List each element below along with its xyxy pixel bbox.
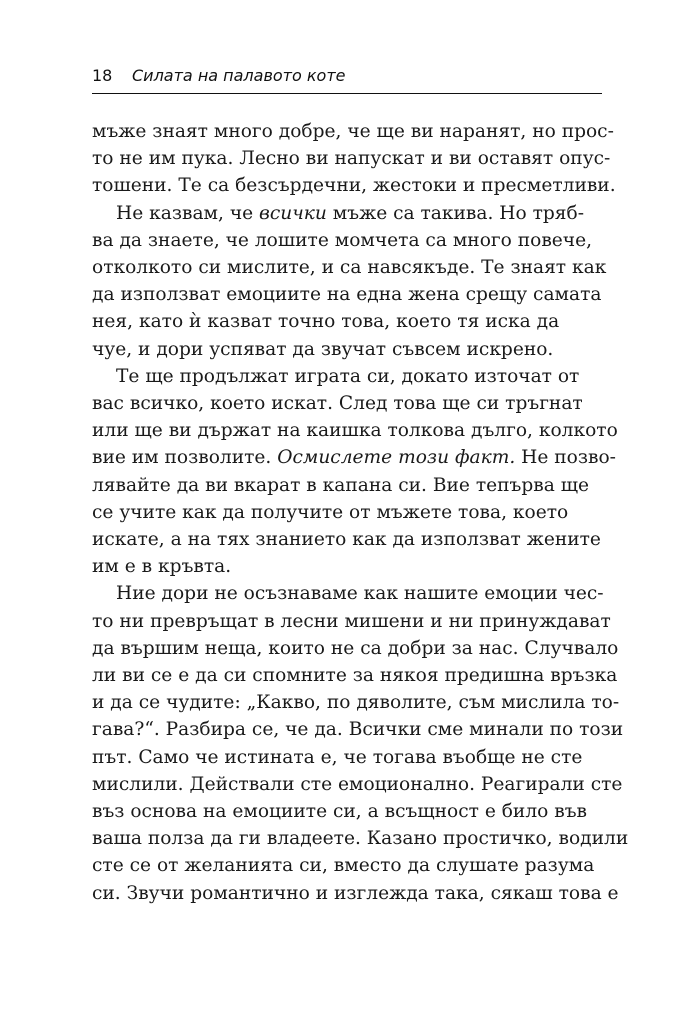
text-line: ва да знаете, че лошите момчета са много повече,: [92, 229, 593, 251]
text-line: Те ще продължат играта си, докато източат от: [116, 365, 580, 387]
text-line: мъже знаят много добре, че ще ви наранят, но прос-: [92, 121, 614, 142]
text-line: лявайте да ви вкарат в капана си. Вие тепърва ще: [92, 474, 589, 496]
text-line: отколкото си мислите, и са навсякъде. Те знаят как: [92, 257, 607, 279]
text-line: ваша полза да ги владеете. Казано простичко, водили: [92, 828, 629, 850]
text-line: чуе, и дори успяват да звучат съвсем искрено.: [92, 338, 554, 360]
paragraph: [92, 118, 616, 200]
text-line: път. Само че истината е, че тогава въобще не сте: [92, 746, 583, 768]
emphasis: всички: [259, 202, 327, 224]
text-line: искате, а на тях знанието как да използват жените: [92, 529, 601, 551]
text-line: вие им позволите. Осмислете този факт. Не позво-: [92, 447, 616, 469]
text-line: да използват емоциите на една жена срещу самата: [92, 284, 602, 306]
text-line: Не казвам, че всички мъже са такива. Но тряб-: [116, 202, 584, 224]
paragraph: [92, 363, 618, 581]
text-line: и да се чудите: „Какво, по дяволите, съм мислила то-: [92, 692, 620, 714]
text-line: гава?“. Разбира се, че да. Всички сме минали по този: [92, 719, 624, 741]
paragraph: [92, 580, 629, 906]
body-text: [92, 118, 629, 907]
text-line: им е в кръвта.: [92, 556, 232, 578]
page-number: 18: [92, 66, 113, 85]
book-title: Силата на палавото коте: [132, 66, 346, 85]
paragraph: [92, 200, 607, 363]
text-line: въз основа на емоциите си, а всъщност е било във: [92, 801, 588, 823]
text-line: си. Звучи романтично и изглежда така, сякаш това е: [92, 882, 619, 904]
text-line: нея, като ѝ казват точно това, което тя иска да: [92, 311, 560, 333]
text-line: мислили. Действали сте емоционално. Реагирали сте: [92, 773, 623, 795]
text-line: да вършим неща, които не са добри за нас. Случвало: [92, 637, 619, 659]
text-line: ли ви се е да си спомните за някоя предишна връзка: [92, 665, 618, 687]
running-head: [92, 66, 602, 94]
text-line: Ние дори не осъзнаваме как нашите емоции чес-: [116, 583, 604, 605]
text-line: или ще ви държат на каишка толкова дълго, колкото: [92, 420, 618, 442]
header-rule: [92, 93, 602, 94]
text-line: сте се от желанията си, вместо да слушате разума: [92, 855, 595, 877]
text-line: то ни превръщат в лесни мишени и ни принуждават: [92, 610, 611, 632]
text-line: то не им пука. Лесно ви напускат и ви оставят опус-: [92, 148, 611, 170]
text-line: вас всичко, което искат. След това ще си тръгнат: [92, 393, 583, 415]
text-line: се учите как да получите от мъжете това, което: [92, 501, 569, 523]
text-line: тошени. Те са безсърдечни, жестоки и пресметливи.: [92, 175, 616, 197]
emphasis: Осмислете този факт.: [277, 447, 516, 469]
